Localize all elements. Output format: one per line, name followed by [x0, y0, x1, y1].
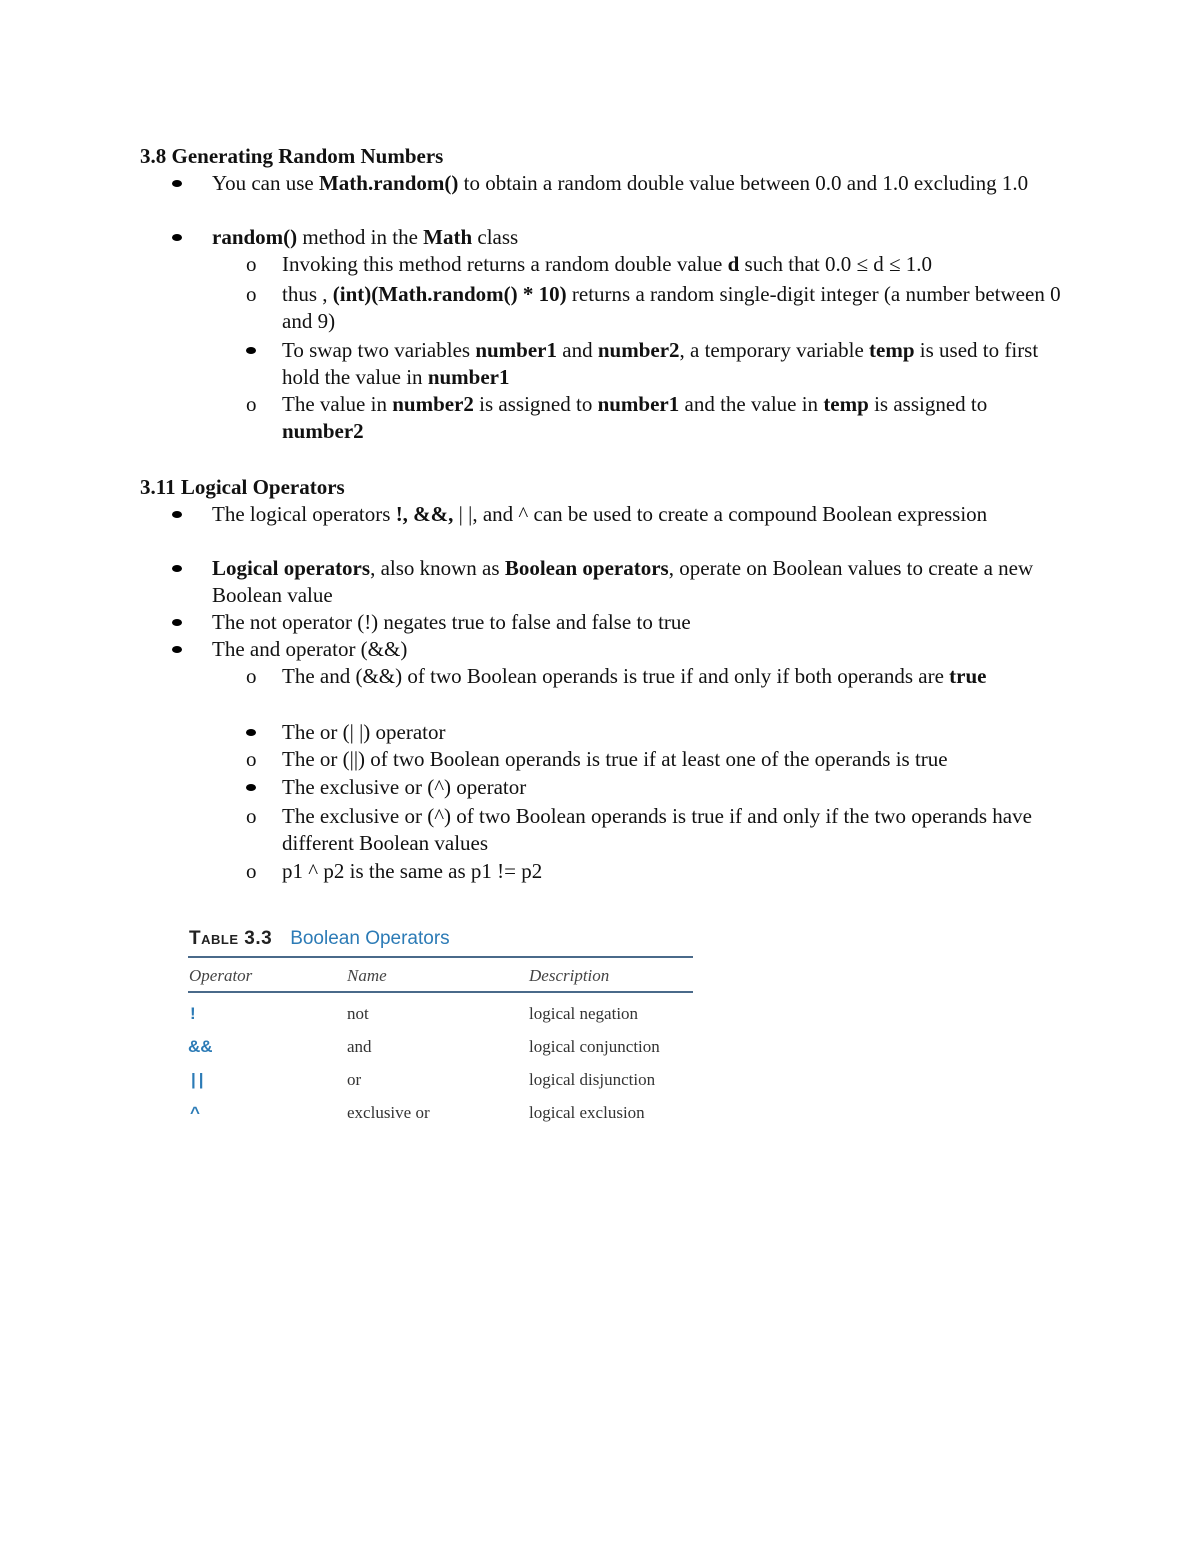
section-heading-random-numbers: 3.8 Generating Random Numbers — [140, 144, 444, 168]
sub-bullet-item: The exclusive or (^) operator — [282, 774, 1072, 801]
section-heading-logical-operators: 3.11 Logical Operators — [140, 475, 345, 499]
table-cell-description: logical conjunction — [529, 1037, 660, 1056]
sub-bullet-item: o The value in number2 is assigned to number1 and the value in temp is assigned to number2 — [246, 392, 988, 443]
table-top-rule — [188, 956, 693, 958]
table-cell-name: exclusive or — [347, 1103, 430, 1122]
table-cell-description: logical negation — [529, 1004, 639, 1023]
bullet-marker — [172, 501, 182, 528]
table-cell-operator: && — [188, 1037, 213, 1056]
table-cell-operator: || — [191, 1070, 207, 1089]
sub-bullet-marker: o — [246, 252, 257, 276]
bullet-item: The logical operators !, &&, | |, and ^ can be used to create a compound Boolean expression — [212, 501, 1072, 528]
sub-bullet-item: o thus , (int)(Math.random() * 10) returns a random single-digit integer (a number between 0 and 9) — [246, 282, 1061, 333]
bullet-marker — [246, 337, 256, 364]
bullet-item: The and operator (&&) — [212, 636, 1072, 663]
sub-bullet-marker: o — [246, 664, 257, 688]
bullet-item: random() method in the Math class — [212, 224, 1072, 251]
table-header-operator: Operator — [189, 966, 253, 985]
table-cell-name: not — [347, 1004, 369, 1023]
bullet-marker — [246, 774, 256, 801]
bullet-item: You can use Math.random() to obtain a random double value between 0.0 and 1.0 excluding 1.0 — [212, 170, 1072, 197]
table-cell-operator: ^ — [190, 1103, 200, 1122]
table-cell-description: logical disjunction — [529, 1070, 656, 1089]
table-cell-operator: ! — [190, 1004, 196, 1023]
bullet-marker — [172, 224, 182, 251]
table-header-name: Name — [347, 966, 387, 985]
sub-bullet-marker: o — [246, 804, 257, 828]
sub-bullet-marker: o — [246, 747, 257, 771]
table-title: Boolean Operators — [290, 928, 450, 949]
sub-bullet-item: o p1 ^ p2 is the same as p1 != p2 — [246, 859, 543, 883]
bullet-item: Logical operators, also known as Boolean operators, operate on Boolean values to create a new Boolean value — [212, 555, 1072, 609]
sub-bullet-item: o The and (&&) of two Boolean operands is true if and only if both operands are true — [246, 664, 987, 688]
sub-bullet-item: o The exclusive or (^) of two Boolean operands is true if and only if the two operands have different Boolean values — [246, 804, 1032, 855]
sub-bullet-marker: o — [246, 282, 257, 306]
bullet-marker — [246, 719, 256, 746]
table-header-description: Description — [529, 966, 610, 985]
bullet-marker — [172, 636, 182, 663]
bullet-item: The not operator (!) negates true to false and false to true — [212, 609, 1072, 636]
sub-bullet-marker: o — [246, 859, 257, 883]
bullet-marker — [172, 609, 182, 636]
bullet-marker — [172, 555, 182, 582]
table-header-rule — [188, 991, 693, 993]
sub-bullet-item: o The or (||) of two Boolean operands is true if at least one of the operands is true — [246, 747, 948, 771]
bullet-marker — [172, 170, 182, 197]
table-number: Table 3.3 — [189, 928, 273, 949]
table-caption — [189, 928, 450, 950]
table-cell-description: logical exclusion — [529, 1103, 645, 1122]
sub-bullet-item: To swap two variables number1 and number2, a temporary variable temp is used to first hold the value in number1 — [282, 337, 1072, 391]
sub-bullet-item: o Invoking this method returns a random double value d such that 0.0 ≤ d ≤ 1.0 — [246, 252, 933, 276]
table-cell-name: or — [347, 1070, 362, 1089]
sub-bullet-marker: o — [246, 392, 257, 416]
sub-bullet-item: The or (| |) operator — [282, 719, 1072, 746]
table-cell-name: and — [347, 1037, 372, 1056]
